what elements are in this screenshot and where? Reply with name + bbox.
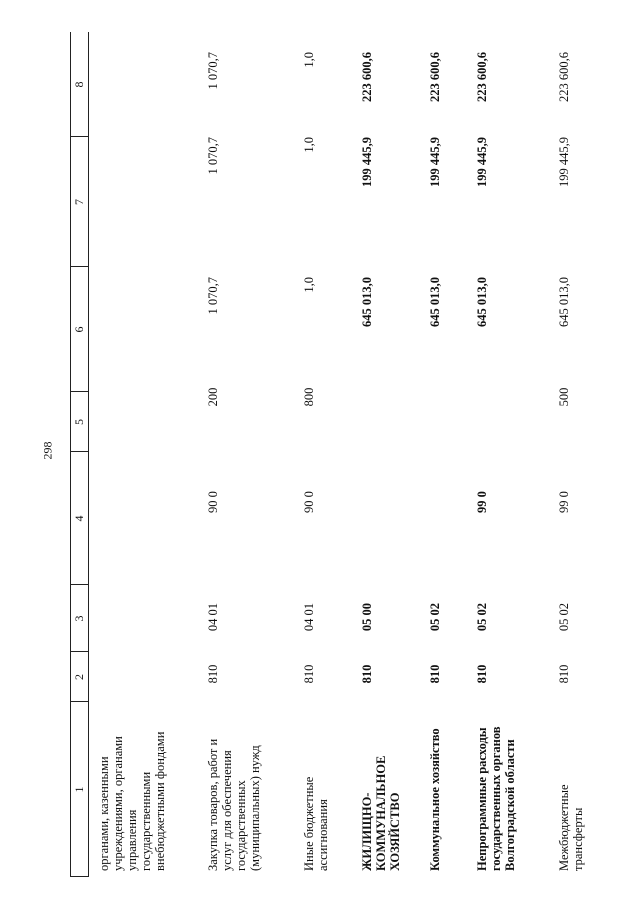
row-value-7: 199 445,9	[557, 137, 571, 187]
row-type: 800	[302, 387, 316, 407]
row-value-6: 645 013,0	[557, 277, 571, 327]
row-code: 810	[557, 664, 571, 684]
row-code: 810	[475, 664, 489, 684]
header-col-7: 7	[72, 199, 86, 205]
row-value-7: 199 445,9	[475, 137, 489, 187]
row-value-8: 223 600,6	[475, 52, 489, 102]
header-col-8: 8	[72, 81, 86, 88]
row-value-7: 1,0	[302, 137, 316, 153]
header-col-6: 6	[72, 326, 86, 333]
row-value-6: 1,0	[302, 277, 316, 293]
row-description: органами, казенными учреждениями, органами управления государственными внебюджетными фондами	[97, 731, 167, 871]
row-value-6: 1 070,7	[206, 277, 220, 315]
row-description: Закупка товаров, работ и услуг для обеспечения государственных (муниципальных) нужд	[206, 738, 262, 871]
row-value-8: 223 600,6	[360, 52, 374, 102]
row-value-7: 1 070,7	[206, 137, 220, 175]
row-section: 05 02	[557, 602, 571, 632]
row-value-6: 645 013,0	[428, 277, 442, 327]
row-value-7: 199 445,9	[428, 137, 442, 187]
row-target: 99 0	[557, 491, 571, 513]
row-description: ЖИЛИЩНО-КОММУНАЛЬНОЕ ХОЗЯЙСТВО	[360, 755, 402, 871]
header-col-2: 2	[72, 674, 86, 680]
budget-table	[70, 32, 633, 877]
row-section: 05 02	[428, 602, 442, 632]
row-code: 810	[302, 664, 316, 684]
row-section: 05 00	[360, 602, 374, 632]
row-code: 810	[428, 664, 442, 684]
row-section: 04 01	[206, 602, 220, 632]
row-description: Непрограммные расходы государственных органов Волгоградской области	[475, 726, 517, 871]
row-target: 90 0	[206, 491, 220, 513]
header-col-1: 1	[72, 786, 86, 793]
row-value-8: 223 600,6	[557, 52, 571, 102]
row-target: 99 0	[475, 491, 489, 513]
row-code: 810	[206, 664, 220, 684]
row-value-6: 645 013,0	[360, 277, 374, 327]
row-description: Коммунальное хозяйство	[428, 728, 442, 871]
row-description: Межбюджетные трансферты	[557, 784, 585, 871]
row-code: 810	[360, 664, 374, 684]
row-description: Иные бюджетные ассигнования	[302, 776, 330, 871]
page-number: 298	[40, 441, 55, 460]
row-value-8: 223 600,6	[428, 52, 442, 102]
row-target: 90 0	[302, 491, 316, 513]
row-type: 200	[206, 387, 220, 407]
header-bottom-border	[88, 32, 89, 877]
row-value-6: 645 013,0	[475, 277, 489, 327]
header-col-4: 4	[72, 515, 86, 522]
row-section: 05 02	[475, 602, 489, 632]
row-section: 04 01	[302, 602, 316, 632]
row-value-8: 1,0	[302, 52, 316, 68]
row-value-8: 1 070,7	[206, 52, 220, 90]
header-col-3: 3	[72, 615, 86, 622]
header-col-5: 5	[72, 419, 86, 425]
row-value-7: 199 445,9	[360, 137, 374, 187]
row-type: 500	[557, 387, 571, 407]
